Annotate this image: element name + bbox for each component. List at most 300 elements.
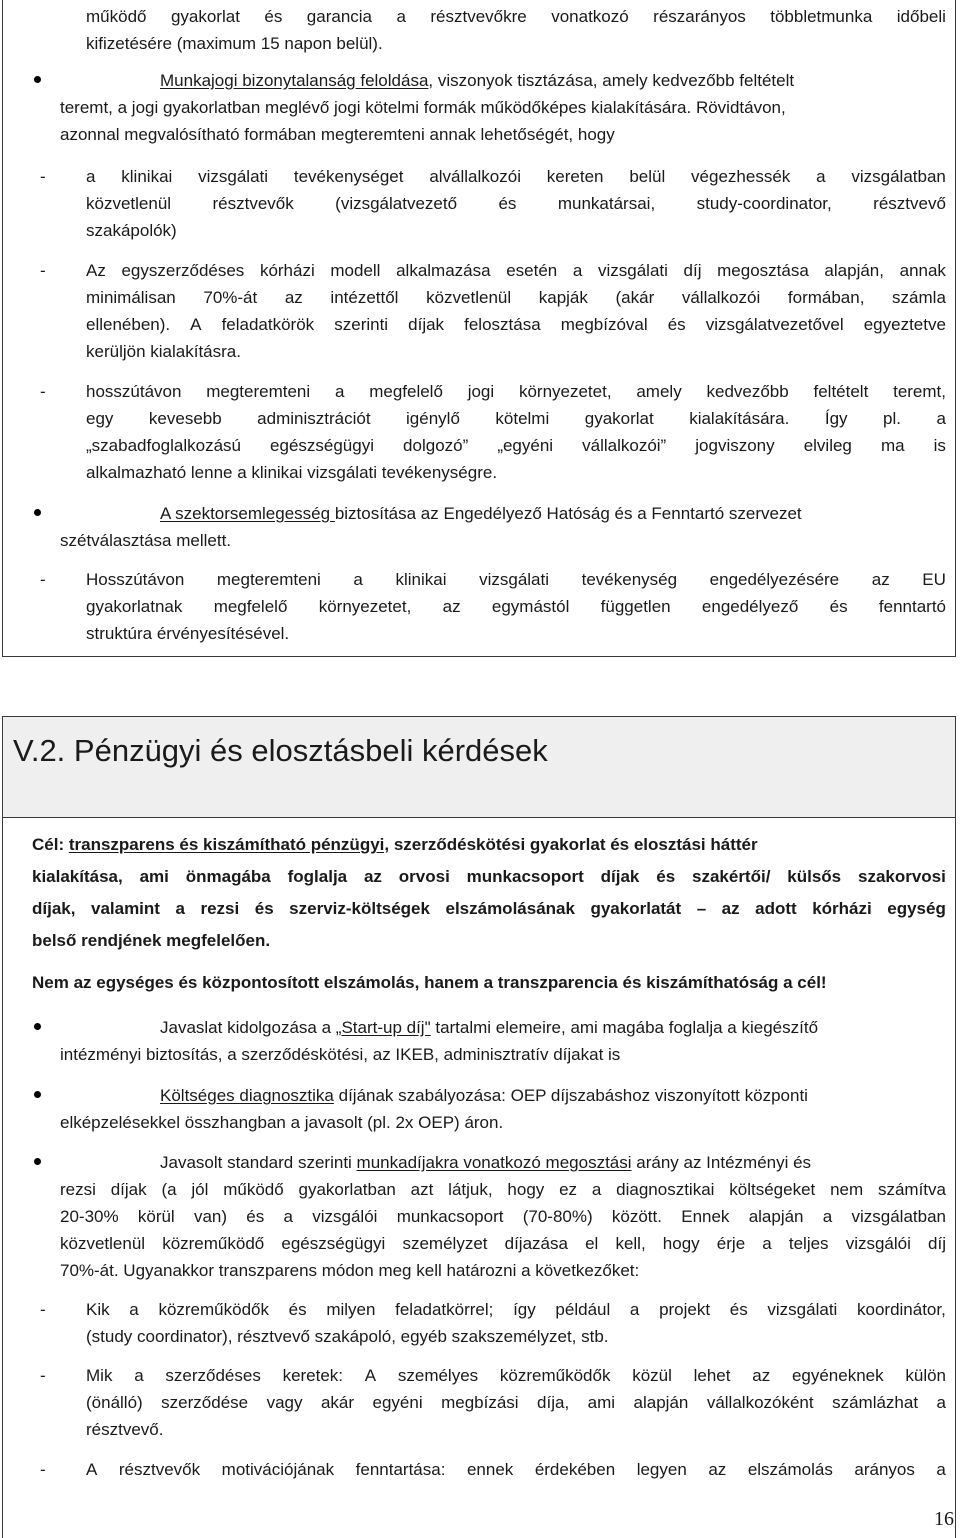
word: költségeket [729, 1180, 816, 1199]
word: az [363, 867, 382, 886]
word: Kik [86, 1300, 110, 1319]
paragraph-line [86, 383, 946, 400]
paragraph-line [60, 1235, 946, 1252]
word: és [288, 1300, 307, 1319]
word: és [264, 7, 283, 26]
word: Így [824, 409, 848, 428]
word: valamint [90, 899, 160, 918]
word: díjak [600, 867, 640, 886]
word: kevesebb [148, 409, 222, 428]
word: az [708, 1460, 727, 1479]
word: engedélyező [701, 597, 799, 616]
word: nem [830, 1180, 864, 1199]
word: szerinti [334, 315, 389, 334]
text: Javasolt standard szerinti [160, 1153, 357, 1172]
bullet-icon [34, 1023, 41, 1030]
text: szakápolók) [86, 221, 177, 240]
word: vagy [266, 1393, 303, 1412]
word: klinikai [395, 570, 447, 589]
text: struktúra érvényesítésével. [86, 624, 290, 643]
word: is [933, 436, 946, 455]
word: munkacsoport [396, 1207, 504, 1226]
word: el [585, 1234, 599, 1253]
paragraph-line [160, 505, 802, 522]
text: (study coordinator), résztvevő szakápoló, egyéb szakszemélyzet, stb. [86, 1327, 609, 1346]
word: ennek [466, 1460, 514, 1479]
word: kialakítására. [689, 409, 790, 428]
word: van) [193, 1207, 228, 1226]
paragraph-line [86, 1328, 609, 1345]
word: számlázhat [832, 1393, 919, 1412]
word: 20-30% [60, 1207, 119, 1226]
word: díjazása [504, 1234, 568, 1253]
word: gyakorlatnak [86, 597, 183, 616]
word: látjuk, [448, 1180, 493, 1199]
paragraph-line [60, 126, 615, 143]
word: A [86, 1460, 98, 1479]
underlined-term: Start-up díj" [341, 1018, 431, 1037]
word: azt [410, 1180, 434, 1199]
bullet-icon [34, 509, 41, 516]
word: tevékenységet [293, 167, 404, 186]
text: , viszonyok tisztázása, amely kedvezőbb feltételt [428, 71, 795, 90]
word: a [334, 382, 345, 401]
word: klinikai [121, 167, 173, 186]
word: a [396, 7, 406, 26]
bullet-icon [34, 1091, 41, 1098]
word: megosztása [717, 261, 809, 280]
word: vonatkozó [551, 7, 629, 26]
word: kapják [538, 288, 588, 307]
word: számítva [877, 1180, 946, 1199]
word: belül [629, 167, 666, 186]
word: részarányos [653, 7, 746, 26]
word: gyakorlat [584, 409, 654, 428]
paragraph-line [86, 1394, 946, 1411]
word: (a [161, 1180, 177, 1199]
word: minimálisan [86, 288, 176, 307]
word: intézettől [330, 288, 399, 307]
word: esetén [506, 261, 558, 280]
paragraph-line [160, 1087, 808, 1104]
word: alapján [748, 1207, 804, 1226]
word: így [513, 1300, 536, 1319]
word: munkatársai, [557, 194, 656, 213]
word: és [254, 899, 274, 918]
word: megteremteni [206, 382, 311, 401]
dash-marker: - [40, 167, 46, 186]
text: Nem az egységes és központosított elszámolás, hanem a transzparencia és kiszámíthatóság a cél! [32, 973, 827, 992]
word: résztvevők [118, 1460, 201, 1479]
word: diagnosztikai [616, 1180, 715, 1199]
word: munkacsoport [466, 867, 584, 886]
word: az [442, 597, 461, 616]
goal-emphasis [32, 974, 827, 991]
word: működő [223, 1180, 284, 1199]
text: szerződéskötési gyakorlat és elosztási háttér [389, 835, 758, 854]
dash-marker: - [40, 1460, 46, 1479]
text: Javaslat kidolgozása a „ [160, 1018, 342, 1037]
paragraph-line [60, 1046, 620, 1063]
text: díjának szabályozása: OEP díjszabáshoz viszonyított központi [333, 1086, 808, 1105]
paragraph-line [86, 195, 946, 212]
section-heading-band [2, 716, 956, 818]
word: közreműködők [499, 1366, 611, 1385]
paragraph-line [60, 1208, 946, 1225]
word: számla [892, 288, 946, 307]
goal-text [32, 836, 758, 853]
paragraph-line [86, 168, 946, 185]
word: Mik [86, 1366, 113, 1385]
word: környezetet, [518, 382, 612, 401]
paragraph-line [86, 343, 241, 360]
word: közvetlenül [86, 194, 172, 213]
text: arány az Intézményi és [631, 1153, 812, 1172]
word: vállalkozóként [706, 1393, 814, 1412]
word: díjak, [32, 899, 76, 918]
word: a [629, 1300, 640, 1319]
word: (önálló) [86, 1393, 143, 1412]
word: jól [191, 1180, 209, 1199]
word: study-coordinator, [696, 194, 832, 213]
word: többletmunka [770, 7, 873, 26]
word: adminisztrációt [257, 409, 371, 428]
word: a [134, 1366, 144, 1385]
word: jogi [467, 382, 495, 401]
text: Rövidtávon, [695, 98, 786, 117]
text: alkalmazható lenne a klinikai vizsgálati tevékenységre. [86, 463, 498, 482]
word: külön [905, 1366, 946, 1385]
word: független [600, 597, 671, 616]
dash-marker: - [40, 382, 46, 401]
word: a [936, 1460, 946, 1479]
word: közreműködő [162, 1234, 265, 1253]
word: egyéni [372, 1393, 423, 1412]
paragraph-line [86, 316, 946, 333]
word: jogviszony [695, 436, 775, 455]
page-number: 16 [934, 1508, 954, 1530]
word: milyen [326, 1300, 376, 1319]
text: kerüljön kialakításra. [86, 342, 241, 361]
paragraph-line [86, 1367, 946, 1384]
word: motivációjának [221, 1460, 335, 1479]
underlined-term: munkadíjakra vonatkozó megosztási [356, 1153, 632, 1172]
dash-marker: - [40, 1300, 46, 1319]
word: résztvevők [212, 194, 294, 213]
word: vizsgálatban [851, 1207, 946, 1226]
paragraph-line [86, 410, 946, 427]
word: ma [880, 436, 905, 455]
text: teremt, a jogi gyakorlatban meglévő jogi kötelmi formák működőképes kialakítására. [60, 98, 692, 117]
word: vizsgálati [479, 570, 550, 589]
paragraph-line [60, 532, 231, 549]
word: személyes [397, 1366, 479, 1385]
word: teremt, [893, 382, 946, 401]
word: díj [928, 1234, 946, 1253]
paragraph-line [60, 1262, 639, 1279]
underlined-term: transzparens és kiszámítható pénzügyi, [68, 835, 390, 854]
word: egészségügyi [270, 436, 374, 455]
goal-line [32, 836, 946, 853]
word: például [555, 1300, 611, 1319]
word: a [86, 167, 96, 186]
word: a [129, 1300, 139, 1319]
word: ez [559, 1180, 578, 1199]
word: hosszútávon [86, 382, 182, 401]
word: végezhessék [691, 167, 791, 186]
bullet-icon [34, 76, 41, 83]
paragraph-line [86, 464, 497, 481]
word: kórházi [259, 261, 315, 280]
word: lehet [693, 1366, 731, 1385]
word: szakértői/ [692, 867, 771, 886]
word: dolgozó” [403, 436, 469, 455]
bullet-icon [34, 1158, 41, 1165]
word: EU [922, 570, 946, 589]
word: díja, [537, 1393, 570, 1412]
word: résztvevőkre [430, 7, 527, 26]
word: vizsgálati [767, 1300, 838, 1319]
underlined-term: A szektorsemlegesség [160, 504, 335, 523]
word: 70%-át [203, 288, 258, 307]
word: vizsgálati [198, 167, 269, 186]
word: Ennek [681, 1207, 730, 1226]
word: Hosszútávon [86, 570, 185, 589]
paragraph-line [60, 1114, 503, 1131]
word: szakorvosi [857, 867, 946, 886]
word: egység [887, 899, 946, 918]
text: intézményi biztosítás, a szerződéskötési, az IKEB, adminisztratív díjakat is [60, 1045, 621, 1064]
word: teljes [788, 1234, 829, 1253]
word: vállalkozói [681, 288, 761, 307]
word: ami [139, 867, 169, 886]
paragraph-line [86, 437, 946, 454]
word: elszámolásának [445, 899, 575, 918]
word: (akár [615, 288, 655, 307]
word: fenntartó [878, 597, 946, 616]
word: megbízási [441, 1393, 519, 1412]
word: a [175, 899, 185, 918]
word: rezsi [200, 899, 240, 918]
word: vizsgálatban [851, 167, 946, 186]
word: vizsgálói [845, 1234, 911, 1253]
word: amely [636, 382, 682, 401]
text: biztosítása az Engedélyező Hatóság és a Fenntartó szervezet [334, 504, 802, 523]
word: Az [86, 261, 106, 280]
word: résztvevő [873, 194, 946, 213]
word: felosztása [464, 315, 541, 334]
word: a [353, 570, 363, 589]
word: rezsi [60, 1180, 96, 1199]
word: a [591, 1180, 602, 1199]
word: és [656, 867, 676, 886]
word: gyakorlatban [298, 1180, 396, 1199]
word: pl. [883, 409, 901, 428]
word: igénylő [406, 409, 460, 428]
word: a [822, 1207, 833, 1226]
word: kell, [615, 1234, 646, 1253]
dash-marker: - [40, 1366, 46, 1385]
word: feladatkörrel; [395, 1300, 494, 1319]
paragraph-line [60, 99, 786, 116]
word: kötelmi [495, 409, 550, 428]
goal-line [32, 900, 946, 917]
word: formában, [787, 288, 865, 307]
word: „szabadfoglalkozású [86, 436, 241, 455]
dash-marker: - [40, 570, 46, 589]
word: a [762, 1234, 772, 1253]
text: belső rendjének megfelelően. [32, 931, 271, 950]
word: projekt [659, 1300, 711, 1319]
word: a [816, 167, 826, 186]
word: annak [899, 261, 946, 280]
goal-line [32, 868, 946, 885]
word: és [729, 1300, 748, 1319]
word: és [498, 194, 517, 213]
word: „egyéni [497, 436, 554, 455]
word: tevékenység [581, 570, 678, 589]
word: garancia [306, 7, 373, 26]
word: és [246, 1207, 265, 1226]
section-heading: V.2. Pénzügyi és elosztásbeli kérdések [13, 733, 548, 768]
word: gyakorlat [170, 7, 240, 26]
word: feladatkörök [221, 315, 315, 334]
word: egyeztetve [863, 315, 946, 334]
paragraph-line [160, 1019, 818, 1036]
word: önmagába [185, 867, 271, 886]
word: (vizsgálatvezető [335, 194, 458, 213]
word: érdekében [534, 1460, 616, 1479]
word: kedvezőbb [706, 382, 789, 401]
word: A [190, 315, 202, 334]
paragraph-line [86, 8, 946, 25]
word: egészségügyi [281, 1234, 386, 1253]
word: körül [137, 1207, 175, 1226]
word: elvileg [803, 436, 852, 455]
word: ellenében). [86, 315, 171, 334]
paragraph-line [86, 1421, 163, 1438]
word: működő [86, 7, 147, 26]
text: elképzelésekkel összhangban a javasolt (pl. 2x OEP) áron. [60, 1113, 504, 1132]
word: engedélyezésére [709, 570, 840, 589]
paragraph-line [86, 35, 383, 52]
word: A [364, 1366, 377, 1385]
word: vizsgálati [597, 261, 668, 280]
word: egy [86, 409, 114, 428]
word: fenntartása: [355, 1460, 446, 1479]
word: környezetet, [318, 597, 412, 616]
word: szerviz-költségek [289, 899, 430, 918]
paragraph-line [86, 571, 946, 588]
word: alapján [633, 1393, 689, 1412]
word: közvetlenül [60, 1234, 146, 1253]
word: arányos [854, 1460, 915, 1479]
paragraph-line [86, 289, 946, 306]
word: (70-80%) [522, 1207, 593, 1226]
word: egymástól [491, 597, 570, 616]
word: kialakítása, [32, 867, 123, 886]
word: egyéneknek [791, 1366, 884, 1385]
word: gyakorlatát [590, 899, 682, 918]
text: résztvevő. [86, 1420, 164, 1439]
word: megbízóval [560, 315, 648, 334]
word: hogy [507, 1180, 545, 1199]
word: díj [683, 261, 702, 280]
word: a [936, 1393, 946, 1412]
paragraph-line [86, 1461, 946, 1478]
word: legyen [636, 1460, 687, 1479]
underlined-term: Költséges diagnosztika [160, 1086, 334, 1105]
word: között. [611, 1207, 662, 1226]
word: kórházi [812, 899, 872, 918]
word: az [871, 570, 890, 589]
word: az [752, 1366, 771, 1385]
word: alvállalkozói [429, 167, 521, 186]
word: orvosi [398, 867, 450, 886]
word: feltételt [813, 382, 869, 401]
word: szerződéses [165, 1366, 261, 1385]
word: és [829, 597, 848, 616]
paragraph-line [86, 598, 946, 615]
word: a [936, 409, 946, 428]
goal-line [32, 932, 270, 949]
word: vállalkozói” [582, 436, 667, 455]
word: vizsgálói [312, 1207, 378, 1226]
word: elszámolás [747, 1460, 833, 1479]
word: szerződése [161, 1393, 249, 1412]
paragraph-line [86, 1301, 946, 1318]
word: megfelelő [213, 597, 288, 616]
word: alapján, [824, 261, 884, 280]
word: vizsgálatvezetővel [705, 315, 844, 334]
paragraph-line [60, 1181, 946, 1198]
text: 70%-át. Ugyanakkor transzparens módon meg kell határozni a következőket: [60, 1261, 640, 1280]
word: időbeli [896, 7, 946, 26]
text: szétválasztása mellett. [60, 531, 232, 550]
word: adott [755, 899, 797, 918]
word: a [283, 1207, 293, 1226]
word: koordinátor, [857, 1300, 946, 1319]
word: egyszerződéses [121, 261, 245, 280]
word: és [667, 315, 686, 334]
paragraph-line [86, 262, 946, 279]
word: külsős [787, 867, 842, 886]
word: megteremteni [216, 570, 321, 589]
paragraph-line [86, 625, 289, 642]
word: kereten [546, 167, 604, 186]
word: ami [587, 1393, 616, 1412]
word: érje [716, 1234, 746, 1253]
word: az [721, 899, 740, 918]
text: tartalmi elemeire, ami magába foglalja a kiegészítő [430, 1018, 819, 1037]
word: személyzet [402, 1234, 488, 1253]
goal-lead: Cél: [32, 835, 69, 854]
word: modell [330, 261, 381, 280]
paragraph-line [86, 222, 177, 239]
word: – [696, 899, 707, 918]
word: közreműködők [158, 1300, 269, 1319]
word: alkalmazása [396, 261, 491, 280]
word: közvetlenül [426, 288, 512, 307]
word: hogy [662, 1234, 700, 1253]
dash-marker: - [40, 261, 46, 280]
word: díjak [408, 315, 445, 334]
word: az [284, 288, 303, 307]
word: akár [320, 1393, 355, 1412]
text: azonnal megvalósítható formában megteremteni annak lehetőségét, hogy [60, 125, 615, 144]
underlined-term: Munkajogi bizonytalanság feloldása [160, 71, 429, 90]
word: megfelelő [369, 382, 443, 401]
